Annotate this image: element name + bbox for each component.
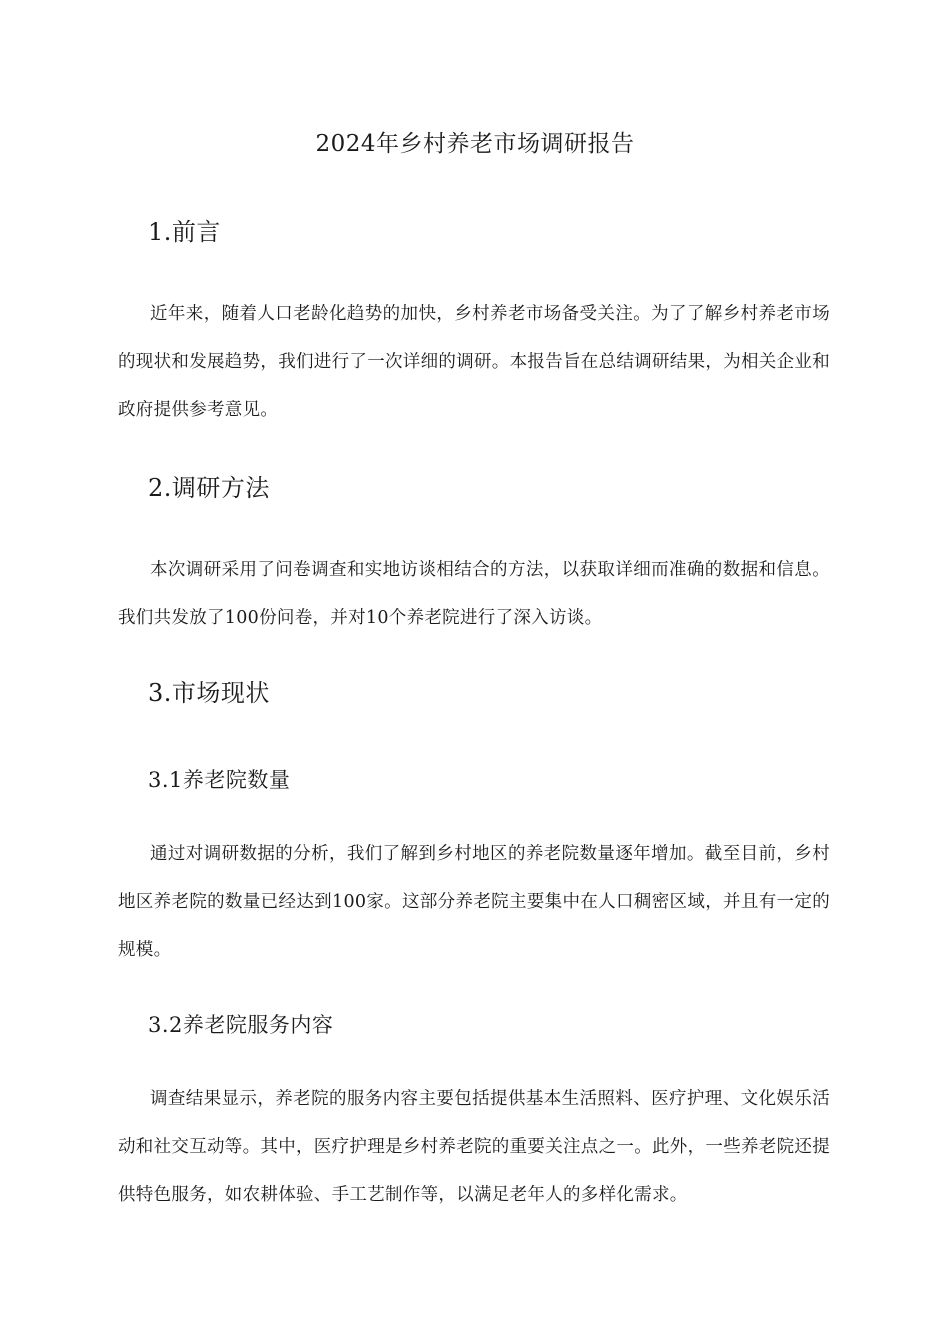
subsection-heading-nursing-home-count: 3.1养老院数量 xyxy=(148,768,291,792)
section-body-method: 本次调研采用了问卷调查和实地访谈相结合的方法，以获取详细而准确的数据和信息。我们共发放了100份问卷，并对10个养老院进行了深入访谈。 xyxy=(118,560,830,628)
document-title: 2024年乡村养老市场调研报告 xyxy=(315,131,635,157)
subsection-body-nursing-home-count: 通过对调研数据的分析，我们了解到乡村地区的养老院数量逐年增加。截至目前，乡村地区养老院的数量已经达到100家。这部分养老院主要集中在人口稠密区域，并且有一定的规模。 xyxy=(118,844,830,960)
section-heading-market-status: 3.市场现状 xyxy=(148,679,270,707)
subsection-heading-service-content: 3.2养老院服务内容 xyxy=(148,1013,334,1037)
subsection-body-service-content: 调查结果显示，养老院的服务内容主要包括提供基本生活照料、医疗护理、文化娱乐活动和社交互动等。其中，医疗护理是乡村养老院的重要关注点之一。此外，一些养老院还提供特色服务，如农耕体验、手工艺制作等，以满足老年人的多样化需求。 xyxy=(118,1089,830,1205)
section-body-preface: 近年来，随着人口老龄化趋势的加快，乡村养老市场备受关注。为了了解乡村养老市场的现状和发展趋势，我们进行了一次详细的调研。本报告旨在总结调研结果，为相关企业和政府提供参考意见。 xyxy=(118,304,830,420)
section-heading-method: 2.调研方法 xyxy=(148,474,270,502)
section-heading-preface: 1.前言 xyxy=(148,218,221,246)
